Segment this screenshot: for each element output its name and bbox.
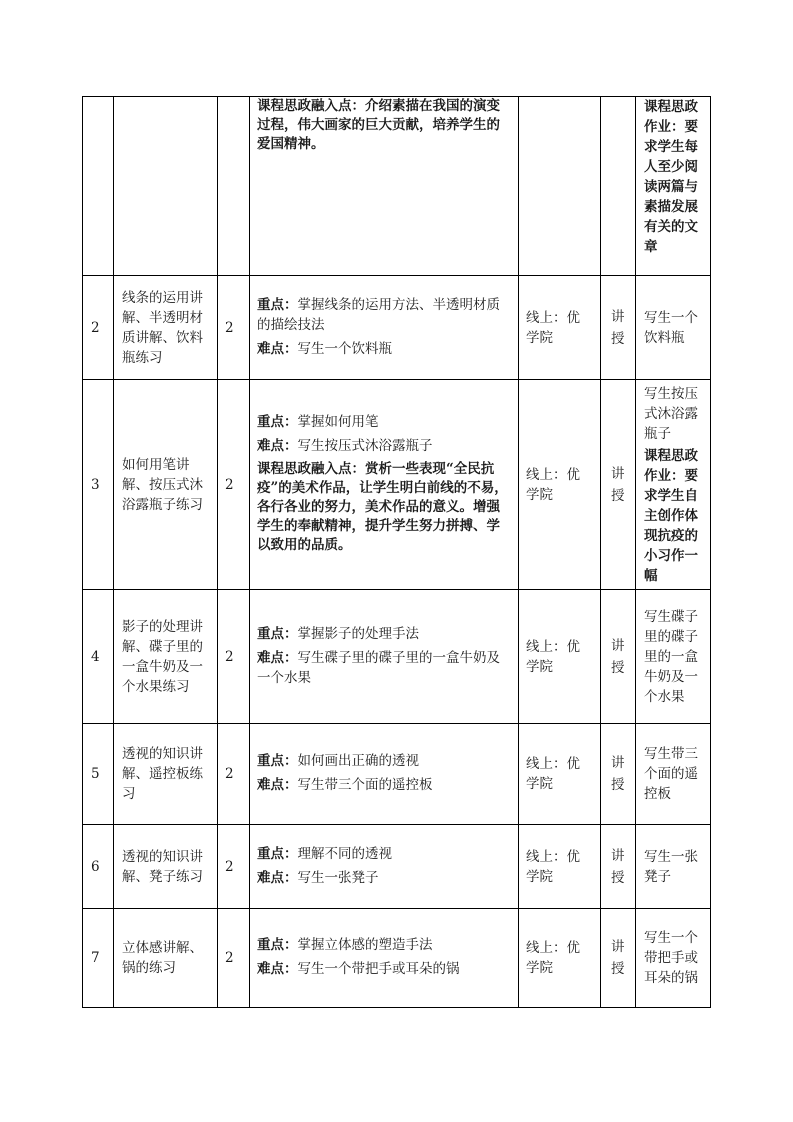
lesson-number: 4 [83,590,114,724]
lesson-topic: 影子的处理讲解、碟子里的一盒牛奶及一个水果练习 [114,590,218,724]
key-label: 重点： [257,296,298,313]
homework-ideology: 课程思政作业：要求学生自主创作体现抗疫的小习作一幅 [644,447,698,584]
lesson-hours: 2 [218,590,250,724]
ideology-point [257,460,511,555]
homework-cell: 写生一个带把手或耳朵的锅 [636,909,711,1008]
key-label: 重点： [257,414,298,430]
homework-cell: 写生碟子里的碟子里的一盒牛奶及一个水果 [636,590,711,724]
difficulty-text: 写生一张凳子 [297,869,379,886]
lesson-topic: 线条的运用讲解、半透明材质讲解、饮料瓶练习 [114,276,218,380]
method-cell [601,380,636,590]
difficulty-label: 难点： [257,777,298,793]
key-point [257,624,511,644]
method-text: 讲授 [611,465,625,504]
key-text: 掌握如何用笔 [297,414,379,430]
place-cell: 线上：优学院 [519,380,601,590]
table-row [83,590,711,724]
lesson-number: 2 [83,276,114,380]
difficulty [257,436,511,456]
homework-cell: 写生带三个面的遥控板 [636,724,711,825]
lesson-hours: 2 [218,909,250,1008]
key-text: 理解不同的透视 [297,845,392,862]
key-point [257,412,511,432]
method-text: 讲授 [611,847,625,886]
method-cell [601,825,636,909]
lesson-number: 5 [83,724,114,825]
lesson-hours: 2 [218,276,250,380]
lesson-hours: 2 [218,724,250,825]
key-point [257,844,511,864]
content-cell [250,276,519,380]
key-text: 如何画出正确的透视 [297,753,419,769]
topic-cell [114,97,218,276]
difficulty-label: 难点： [257,869,298,886]
method-cell [601,590,636,724]
homework-cell: 写生一张凳子 [636,825,711,909]
key-point [257,295,511,335]
lesson-topic: 立体感讲解、锅的练习 [114,909,218,1008]
homework-cell [636,380,711,590]
content-cell [250,909,519,1008]
content-cell [250,97,519,276]
difficulty-text: 写生按压式沐浴露瓶子 [297,438,433,454]
difficulty-label: 难点： [257,438,298,454]
difficulty-label: 难点： [257,340,298,357]
place-cell: 线上：优学院 [519,909,601,1008]
difficulty [257,959,511,979]
method-text: 讲授 [611,637,625,676]
difficulty-text: 写生一个饮料瓶 [297,340,392,357]
table-row [83,380,711,590]
place-cell: 线上：优学院 [519,590,601,724]
difficulty-label: 难点： [257,649,298,666]
method-text: 讲授 [611,755,625,793]
difficulty [257,868,511,888]
table-row [83,724,711,825]
table-row [83,276,711,380]
difficulty-text: 写生一个带把手或耳朵的锅 [297,961,460,977]
lesson-topic: 透视的知识讲解、遥控板练习 [114,724,218,825]
difficulty [257,775,511,795]
method-text: 讲授 [611,939,625,977]
teaching-plan-table [82,96,711,1008]
key-text: 掌握线条的运用方法、半透明材质的描绘技法 [257,296,500,333]
key-label: 重点： [257,845,298,862]
place-cell: 线上：优学院 [519,276,601,380]
table-row [83,909,711,1008]
method-text: 讲授 [611,308,625,347]
homework-cell [636,97,711,276]
method-cell [601,97,636,276]
key-text: 掌握立体感的塑造手法 [297,937,433,953]
difficulty [257,339,511,359]
key-point [257,935,511,955]
difficulty [257,648,511,688]
lesson-hours: 2 [218,825,250,909]
lesson-topic: 透视的知识讲解、凳子练习 [114,825,218,909]
lesson-topic: 如何用笔讲解、按压式沐浴露瓶子练习 [114,380,218,590]
key-label: 重点： [257,625,298,642]
content-cell [250,724,519,825]
lesson-hours: 2 [218,380,250,590]
hours-cell [218,97,250,276]
method-cell [601,276,636,380]
difficulty-text: 写生碟子里的碟子里的一盒牛奶及一个水果 [257,649,500,686]
content-cell [250,825,519,909]
lesson-number: 7 [83,909,114,1008]
content-cell [250,380,519,590]
num-cell [83,97,114,276]
key-text: 掌握影子的处理手法 [297,625,419,642]
place-cell: 线上：优学院 [519,825,601,909]
place-cell [519,97,601,276]
lesson-number: 6 [83,825,114,909]
ideology-label: 课程思政融入点： [257,98,365,114]
table-row [83,97,711,276]
place-cell: 线上：优学院 [519,724,601,825]
homework-cell: 写生一个饮料瓶 [636,276,711,380]
homework-text: 写生按压式沐浴露瓶子 [644,385,698,442]
ideology-label: 课程思政融入点： [257,461,365,477]
difficulty-text: 写生带三个面的遥控板 [297,777,433,793]
lesson-number: 3 [83,380,114,590]
difficulty-label: 难点： [257,961,298,977]
key-label: 重点： [257,937,298,953]
ideology-text: 介绍素描在我国的演变过程，伟大画家的巨大贡献，培养学生的爱国精神。 [257,98,500,152]
ideology-text: 赏析一些表现“全民抗疫”的美术作品，让学生明白前线的不易，各行各业的努力，美术作品的意义。增强学生的奉献精神，提升学生努力拼搏、学以致用的品质。 [257,461,508,553]
key-label: 重点： [257,753,298,769]
key-point [257,751,511,771]
homework-ideology: 课程思政作业：要求学生每人至少阅读两篇与素描发展有关的文章 [644,99,698,255]
method-cell [601,909,636,1008]
method-cell [601,724,636,825]
content-cell [250,590,519,724]
table-row [83,825,711,909]
